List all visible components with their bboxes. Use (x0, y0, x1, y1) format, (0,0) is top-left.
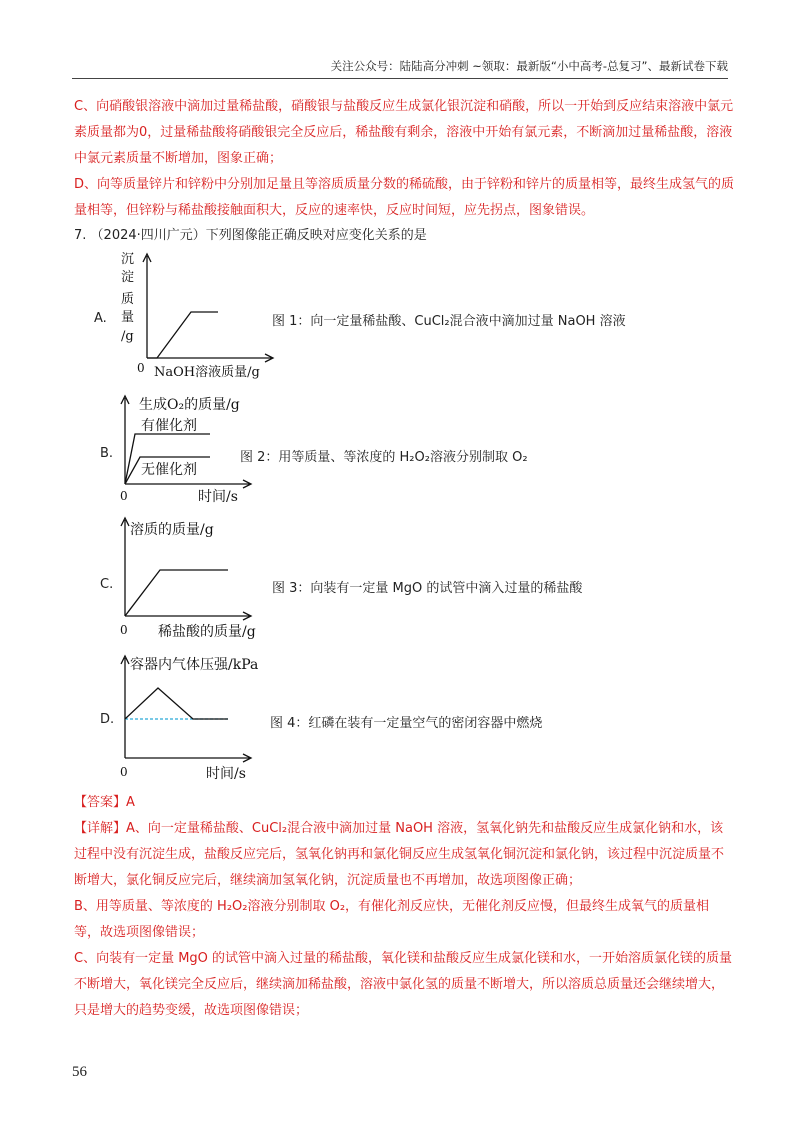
prev-explanation-d: D、向等质量锌片和锌粉中分别加足量且等溶质质量分数的稀硫酸，由于锌粉和锌片的质量相等，最终生成氢气的质量相等，但锌粉与稀盐酸接触面积大，反应的速率快，反应时间短，应先拐点，图象错误。 (74, 177, 735, 218)
page-header: 关注公众号：陆陆高分冲刺 ~领取：最新版“小中高考-总复习”、最新试卷下载 (330, 59, 728, 73)
ylabel: 容器内气体压强/kPa (130, 657, 259, 673)
xlabel: 时间/s (198, 489, 238, 505)
option-c-caption: 图 3：向装有一定量 MgO 的试管中滴入过量的稀盐酸 (272, 581, 583, 596)
analysis-c: C、向装有一定量 MgO 的试管中滴入过量的稀盐酸，氧化镁和盐酸反应生成氯化镁和水，一开始溶质氯化镁的质量不断增大，氧化镁完全反应后，继续滴加稀盐酸，溶液中氯化氢的质量不断增大，所以溶质总质量还会继续增大，只是增大的趋势变缓，故选项图像错误； (74, 951, 733, 1018)
analysis-a-text: A、向一定量稀盐酸、CuCl₂混合液中滴加过量 NaOH 溶液，氢氧化钠先和盐酸反应生成氯化钠和水，该过程中没有沉淀生成，盐酸反应完后，氢氧化钠再和氯化铜反应生成氢氧化铜沉淀和氯化钠，该过程中沉淀质量不断增大，氯化铜反应完后，继续滴加氢氧化钠，沉淀质量也不再增加，故选项图像正确； (74, 821, 725, 888)
analysis-label: 【详解】 (74, 821, 127, 836)
ylabel: 溶质的质量/g (130, 522, 214, 538)
xlabel: 时间/s (206, 766, 246, 782)
option-c-letter: C. (100, 577, 114, 592)
precipitate-curve (147, 312, 218, 358)
answer-value: A (126, 795, 135, 810)
analysis-b: B、用等质量、等浓度的 H₂O₂溶液分别制取 O₂，有催化剂反应快，无催化剂反应慢，但最终生成氧气的质量相等，故选项图像错误； (74, 899, 710, 940)
ylabel: 生成O₂的质量/g (139, 397, 240, 413)
option-d-letter: D. (100, 712, 115, 727)
origin-label: 0 (120, 623, 128, 637)
series-label-no-catalyst: 无催化剂 (141, 462, 197, 478)
ylabel-char-1: 沉 (121, 252, 135, 267)
ylabel-char-3: 质 (121, 292, 135, 307)
pressure-curve (125, 688, 228, 719)
option-b-caption: 图 2：用等质量、等浓度的 H₂O₂溶液分别制取 O₂ (240, 450, 528, 465)
origin-label: 0 (120, 489, 128, 503)
question-stem: 下列图像能正确反映对应变化关系的是 (205, 228, 427, 243)
answer-label: 【答案】 (74, 795, 127, 810)
solute-curve (125, 570, 228, 616)
graph-3 (110, 512, 290, 640)
ylabel-char-5: /g (121, 329, 134, 344)
graph-1 (110, 250, 290, 385)
question-number: 7. (74, 228, 87, 243)
origin-label: 0 (137, 361, 145, 375)
ylabel-char-4: 量 (121, 310, 135, 325)
option-a-letter: A. (94, 311, 107, 326)
option-b-letter: B. (100, 446, 114, 461)
series-label-catalyst: 有催化剂 (141, 418, 197, 434)
xlabel: 稀盐酸的质量/g (158, 624, 256, 640)
graph-4 (110, 650, 290, 780)
question-source: （2024·四川广元） (90, 228, 206, 243)
option-d-caption: 图 4：红磷在装有一定量空气的密闭容器中燃烧 (270, 716, 543, 731)
question-7 (74, 223, 734, 249)
ylabel-char-2: 淀 (121, 270, 135, 285)
page-number: 56 (72, 1064, 87, 1080)
answer-line (74, 790, 734, 816)
header-divider (72, 78, 728, 79)
xlabel: NaOH溶液质量/g (154, 365, 260, 380)
analysis-a (74, 816, 734, 894)
prev-explanation-c: C、向硝酸银溶液中滴加过量稀盐酸，硝酸银与盐酸反应生成氯化银沉淀和硝酸，所以一开始到反应结束溶液中氯元素质量都为0，过量稀盐酸将硝酸银完全反应后，稀盐酸有剩余，溶液中开始有氯元素，不断滴加过量稀盐酸，溶液中氯元素质量不断增加，图象正确； (74, 99, 734, 166)
origin-label: 0 (120, 765, 128, 779)
option-a-caption: 图 1：向一定量稀盐酸、CuCl₂混合液中滴加过量 NaOH 溶液 (272, 314, 626, 329)
